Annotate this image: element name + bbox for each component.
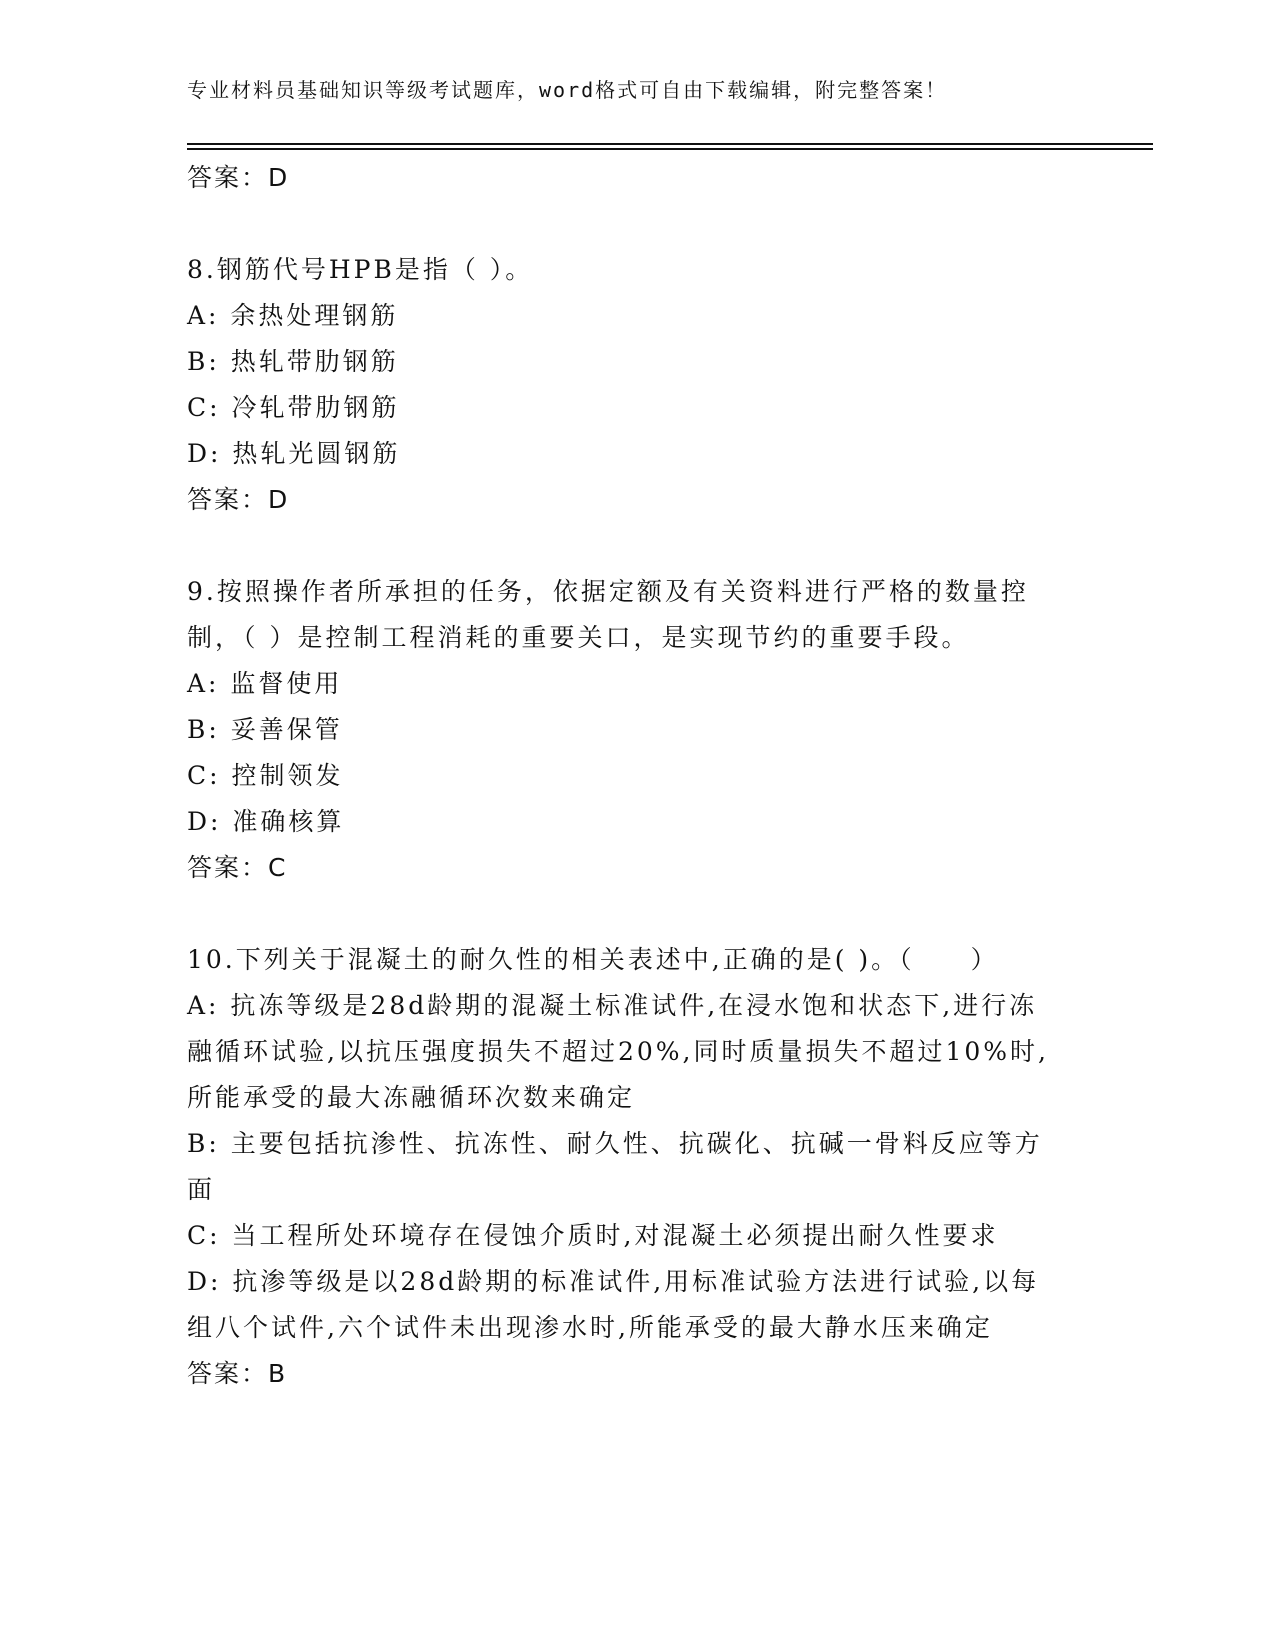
- question-8-stem: 8.钢筋代号HPB是指（ ）。: [187, 255, 534, 284]
- question-9-option-c: C: 控制领发: [187, 761, 344, 790]
- question-10-option-a-line-2: 融循环试验,以抗压强度损失不超过20%,同时质量损失不超过10%时,: [187, 1037, 1049, 1066]
- question-8-option-c: C: 冷轧带肋钢筋: [187, 393, 400, 422]
- question-9-option-d: D: 准确核算: [187, 807, 345, 836]
- question-10-option-c: C: 当工程所处环境存在侵蚀介质时,对混凝土必须提出耐久性要求: [187, 1221, 999, 1250]
- question-9-option-a: A: 监督使用: [187, 669, 343, 698]
- answer-q10: 答案：B: [187, 1359, 288, 1388]
- question-content: [187, 155, 1087, 1397]
- answer-q8: 答案：D: [187, 485, 290, 514]
- question-9-stem-line-2: 制，（ ）是控制工程消耗的重要关口，是实现节约的重要手段。: [187, 623, 970, 652]
- page-header: 专业材料员基础知识等级考试题库，word格式可自由下载编辑，附完整答案！: [187, 78, 948, 102]
- question-9-option-b: B: 妥善保管: [187, 715, 343, 744]
- question-8-option-d: D: 热轧光圆钢筋: [187, 439, 401, 468]
- question-8-option-a: A: 余热处理钢筋: [187, 301, 399, 330]
- question-10-option-b-line-1: B: 主要包括抗渗性、抗冻性、耐久性、抗碳化、抗碱一骨料反应等方: [187, 1129, 1043, 1158]
- spacer: [187, 891, 1087, 937]
- answer-q7: 答案：D: [187, 163, 290, 192]
- question-10-option-a-line-3: 所能承受的最大冻融循环次数来确定: [187, 1083, 636, 1112]
- question-8-option-b: B: 热轧带肋钢筋: [187, 347, 399, 376]
- spacer: [187, 523, 1087, 569]
- question-10-option-d-line-1: D: 抗渗等级是以28d龄期的标准试件,用标准试验方法进行试验,以每: [187, 1267, 1040, 1296]
- header-rule-bottom: [187, 148, 1153, 150]
- question-10-stem: 10.下列关于混凝土的耐久性的相关表述中,正确的是( )。（ ）: [187, 945, 999, 974]
- question-9-stem-line-1: 9.按照操作者所承担的任务，依据定额及有关资料进行严格的数量控: [187, 577, 1029, 606]
- question-10-option-b-line-2: 面: [187, 1175, 216, 1204]
- question-10-option-d-line-2: 组八个试件,六个试件未出现渗水时,所能承受的最大静水压来确定: [187, 1313, 993, 1342]
- spacer: [187, 201, 1087, 247]
- header-rule-top: [187, 143, 1153, 145]
- answer-q9: 答案：C: [187, 853, 288, 882]
- question-10-option-a-line-1: A: 抗冻等级是28d龄期的混凝土标准试件,在浸水饱和状态下,进行冻: [187, 991, 1038, 1020]
